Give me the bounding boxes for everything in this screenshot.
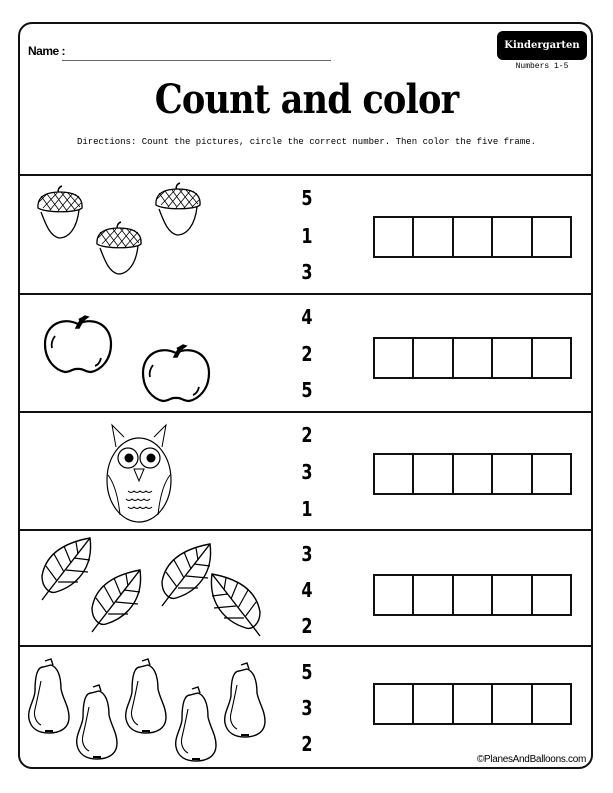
squash-icon <box>75 683 119 761</box>
squash-icon <box>124 657 168 735</box>
squash-icon <box>223 661 267 739</box>
five-frame-cell[interactable] <box>414 685 453 723</box>
number-choice[interactable]: 5 <box>301 378 313 402</box>
row-divider <box>18 411 593 413</box>
acorn-icon <box>96 222 142 275</box>
five-frame-cell[interactable] <box>375 685 414 723</box>
five-frame-cell[interactable] <box>375 218 414 256</box>
five-frame-cell[interactable] <box>454 455 493 493</box>
badge-subtitle: Numbers 1-5 <box>515 62 569 71</box>
directions-text: Directions: Count the pictures, circle the correct number. Then color the five frame. <box>76 137 537 147</box>
number-choice[interactable]: 4 <box>301 578 313 602</box>
five-frame-cell[interactable] <box>493 576 532 614</box>
number-choice[interactable]: 2 <box>301 342 313 366</box>
five-frame-cell[interactable] <box>533 576 570 614</box>
number-choice[interactable]: 2 <box>301 614 313 638</box>
five-frame-cell[interactable] <box>375 576 414 614</box>
number-choice[interactable]: 2 <box>301 732 313 756</box>
five-frame-cell[interactable] <box>414 576 453 614</box>
row-divider <box>18 293 593 295</box>
number-choice[interactable]: 2 <box>301 423 313 447</box>
five-frame-cell[interactable] <box>533 218 570 256</box>
five-frame-cell[interactable] <box>493 218 532 256</box>
name-input-line[interactable] <box>62 60 331 61</box>
number-choice[interactable]: 3 <box>301 696 313 720</box>
number-choice[interactable]: 4 <box>301 305 313 329</box>
number-choice[interactable]: 1 <box>301 497 313 521</box>
five-frame-cell[interactable] <box>493 339 532 377</box>
grade-badge: Kindergarten <box>497 31 587 60</box>
number-choice[interactable]: 3 <box>301 460 313 484</box>
apple-icon <box>141 343 211 403</box>
leaf-icon <box>158 544 214 608</box>
five-frame-cell[interactable] <box>454 339 493 377</box>
five-frame-cell[interactable] <box>454 685 493 723</box>
number-choice[interactable]: 5 <box>301 186 313 210</box>
acorn-icon <box>155 183 201 236</box>
number-choice[interactable]: 3 <box>301 260 313 284</box>
five-frame-cell[interactable] <box>454 218 493 256</box>
acorn-icon <box>37 186 83 239</box>
number-choice[interactable]: 3 <box>301 542 313 566</box>
five-frame-cell[interactable] <box>414 339 453 377</box>
copyright-text: ©PlanesAndBalloons.com <box>476 754 586 765</box>
five-frame-cell[interactable] <box>375 339 414 377</box>
five-frame-cell[interactable] <box>533 339 570 377</box>
five-frame-cell[interactable] <box>454 576 493 614</box>
five-frame <box>373 683 572 725</box>
squash-icon <box>27 657 71 735</box>
five-frame <box>373 453 572 495</box>
number-choice[interactable]: 1 <box>301 224 313 248</box>
squash-icon <box>174 685 218 763</box>
apple-icon <box>43 314 113 374</box>
five-frame-cell[interactable] <box>493 685 532 723</box>
leaf-icon <box>38 538 94 602</box>
row-divider <box>18 645 593 647</box>
owl-icon <box>106 425 172 522</box>
five-frame <box>373 216 572 258</box>
five-frame-cell[interactable] <box>493 455 532 493</box>
five-frame-cell[interactable] <box>533 685 570 723</box>
five-frame <box>373 574 572 616</box>
number-choice[interactable]: 5 <box>301 660 313 684</box>
five-frame-cell[interactable] <box>375 455 414 493</box>
page-title: Count and color <box>154 76 459 123</box>
five-frame-cell[interactable] <box>414 455 453 493</box>
leaf-icon <box>208 574 264 638</box>
row-divider <box>18 174 593 176</box>
five-frame-cell[interactable] <box>414 218 453 256</box>
five-frame <box>373 337 572 379</box>
five-frame-cell[interactable] <box>533 455 570 493</box>
leaf-icon <box>88 570 144 634</box>
row-divider <box>18 529 593 531</box>
name-label: Name : <box>28 44 66 58</box>
